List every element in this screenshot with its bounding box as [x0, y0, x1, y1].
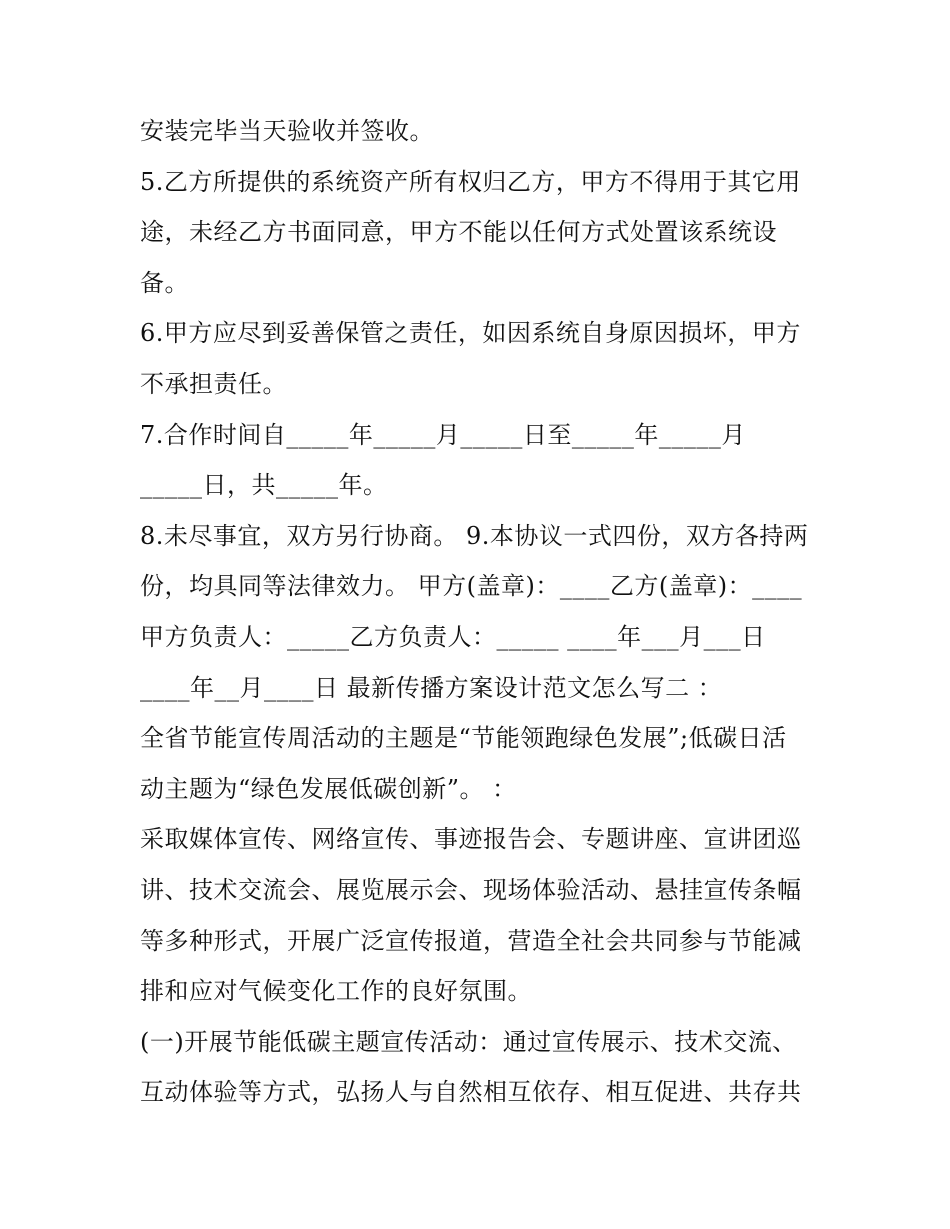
text-line: _____日，共_____年。 [140, 471, 388, 500]
text-line: 不承担责任。 [140, 369, 287, 398]
text-line: (一)开展节能低碳主题宣传活动：通过宣传展示、技术交流、 [140, 1027, 797, 1056]
text-line: 7.合作时间自_____年_____月_____日至_____年_____月 [140, 420, 746, 449]
document-body [140, 106, 820, 1118]
text-line: 安装完毕当天验收并签收。 [140, 117, 434, 145]
text-line: 全省节能宣传周活动的主题是“节能领跑绿色发展”;低碳日活 [140, 724, 787, 753]
text-line: 互动体验等方式，弘扬人与自然相互依存、相互促进、共存共 [140, 1078, 802, 1107]
text-line: 6.甲方应尽到妥善保管之责任，如因系统自身原因损坏，甲方 [140, 319, 801, 348]
text-line: 甲方负责人：_____乙方负责人：_____ ____年___月___日 [140, 622, 766, 651]
text-line: 5.乙方所提供的系统资产所有权归乙方，甲方不得用于其它用 [140, 167, 801, 196]
text-line: 排和应对气候变化工作的良好氛围。 [140, 977, 532, 1006]
text-line: ____年__月____日 最新传播方案设计范文怎么写二 ： [140, 673, 723, 702]
text-line: 动主题为“绿色发展低碳创新”。 ： [140, 774, 517, 803]
text-line: 等多种形式，开展广泛宣传报道，营造全社会共同参与节能减 [140, 926, 802, 955]
text-line: 途，未经乙方书面同意，甲方不能以任何方式处置该系统设 [140, 218, 777, 247]
text-line: 8.未尽事宜，双方另行协商。 9.本协议一式四份，双方各持两 [140, 521, 809, 550]
text-line: 份，均具同等法律效力。 甲方(盖章)：____乙方(盖章)：____ [140, 572, 803, 601]
text-line: 讲、技术交流会、展览展示会、现场体验活动、悬挂宣传条幅 [140, 875, 802, 904]
text-line: 备。 [140, 268, 189, 297]
text-line: 采取媒体宣传、网络宣传、事迹报告会、专题讲座、宣讲团巡 [140, 825, 802, 854]
